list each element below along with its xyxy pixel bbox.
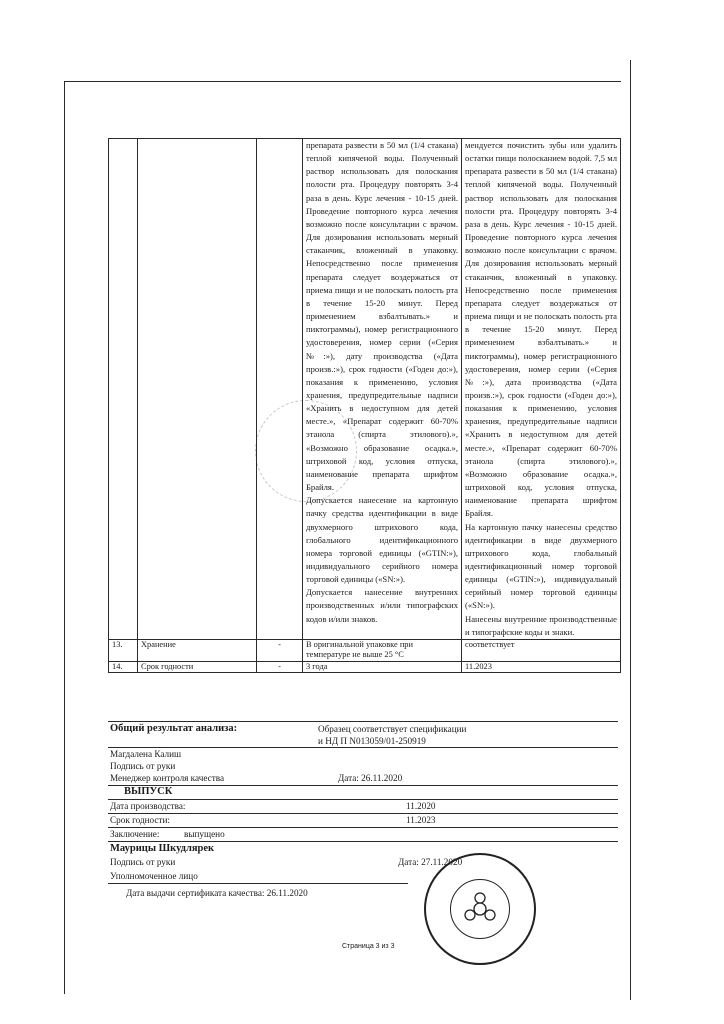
divider [108,841,618,842]
certificate-date: Дата выдачи сертификата качества: 26.11.2020 [126,888,308,898]
qc-name: Магдалена Калиш [110,749,182,759]
row-requirement: 3 года [303,661,462,673]
release-title: ВЫПУСК [124,786,173,797]
qualified-person-name: Маурицы Шкудлярек [110,843,215,854]
result-label: Общий результат анализа: [110,723,238,734]
divider [108,785,618,786]
qualified-person-role: Уполномоченное лицо [110,871,198,881]
row-number: 14. [109,661,138,673]
qc-role: Менеджер контроля качества [110,773,225,783]
table-row [109,139,621,640]
table-row [109,661,621,673]
req-paragraph: препарата развести в 50 мл (1/4 стакана) теплой кипяченой воды. Полученный раствор использовать для полоскания полости рта. Процедуру повторять 3-4 раза в день. Курс лечения - 10-15 дней. Проведение повторного курса лечения возможно после консультации с врачом. Для дозирования использовать мерный стаканчик, вложенный в упаковку. Непосредственно после применения препарата следует воздержаться от приема пищи и не полоскать полость рта в течение 15-20 минут. Перед применением взбалтывать.» и пиктограммы), номер регистрационного удостоверения, номер серии («Серия №:»), дату производства («Дата произв.:»), срок годности («Годен до:»), показания к применению, условия хранения, предупредительные надписи «Хранить в недоступном для детей месте.», «Препарат содержит 60-70% этанола (спирта этилового).», «Возможно образование осадка.», штриховой код, условия отпуска, наименование препарата шрифтом Брайля. [306,140,458,493]
result-cell [462,139,621,640]
specification-table [108,138,621,673]
qualified-person-date: Дата: 27.11.2020 [398,857,463,867]
prod-date-label: Дата производства: [110,801,186,811]
conclusion-value: выпущено [184,829,225,839]
res-paragraph: мендуется почистить зубы или удалить остатки пищи полосканием водой. 7,5 мл препарата развести в 50 мл (1/4 стакана) теплой кипяченой воды. Полученный раствор использовать для полоскания полости рта. Процедуру повторять 3-4 раза в день. Курс лечения - 10-15 дней. Проведение повторного курса лечения возможно после консультации с врачом. Для дозирования использовать мерный стаканчик, вложенный в упаковку. Непосредственно после применения препарата следует воздержаться от приема пищи и не полоскать полость рта в течение 15-20 минут. Перед применением взбалтывать.» и пиктограммы), номер регистрационного удостоверения, номер серии («Серия №:»), дата производства («Дата произв.:»), срок годности («Годен до:»), показания к применению, условия хранения, предупредительные надписи «Хранить в недоступном для детей месте.», «Препарат содержит 60-70% этанола (спирта этилового).», «Возможно образование осадка.», штриховой код, условия отпуска, наименование препарата шрифтом Брайля. [465,140,617,519]
res-paragraph: Нанесены внутренние производственные и типографские коды и знаки. [465,613,617,637]
divider [108,827,618,828]
expiry-value: 11.2023 [406,815,436,825]
qc-signature: Подпись от руки [110,761,176,771]
seal-emblem-icon [424,853,536,965]
divider [108,813,618,814]
row-dash: - [257,639,303,661]
row-number: 13. [109,639,138,661]
requirement-cell [303,139,462,640]
row-requirement: В оригинальной упаковке при температуре не выше 25 °С [303,639,462,661]
req-paragraph: Допускается нанесение на картонную пачку средства идентификации в виде двухмерного штрихового кода, глобального идентификационного номера торговой единицы («GTIN:»), индивидуального серийного номера торговой единицы («SN:»). [306,495,458,585]
qualified-person-signature: Подпись от руки [110,857,176,867]
req-paragraph: Допускается нанесение внутренних производственных и/или типографских кодов и/или знаков. [306,587,458,624]
prod-date-value: 11.2020 [406,801,436,811]
divider [108,799,618,800]
expiry-label: Срок годности: [110,815,170,825]
table-row [109,639,621,661]
result-value-2: и НД П N013059/01-250919 [318,736,426,746]
row-result: соответствует [462,639,621,661]
row-name: Хранение [138,639,257,661]
conclusion-label: Заключение: [110,829,160,839]
row-name: Срок годности [138,661,257,673]
divider [108,883,408,884]
result-value-1: Образец соответствует спецификации [318,724,467,734]
res-paragraph: На картонную пачку нанесены средство идентификации в виде двухмерного штрихового кода, глобальный идентификационный номер торговой единицы («GTIN:»), индивидуальный серийный номер торговой единицы («SN:»). [465,521,617,611]
scan-border-right [630,60,631,1000]
row-result: 11.2023 [462,661,621,673]
qc-date: Дата: 26.11.2020 [338,773,403,783]
row-dash: - [257,661,303,673]
divider [108,747,618,748]
divider [108,721,618,722]
page-number: Страница 3 из 3 [342,943,395,950]
